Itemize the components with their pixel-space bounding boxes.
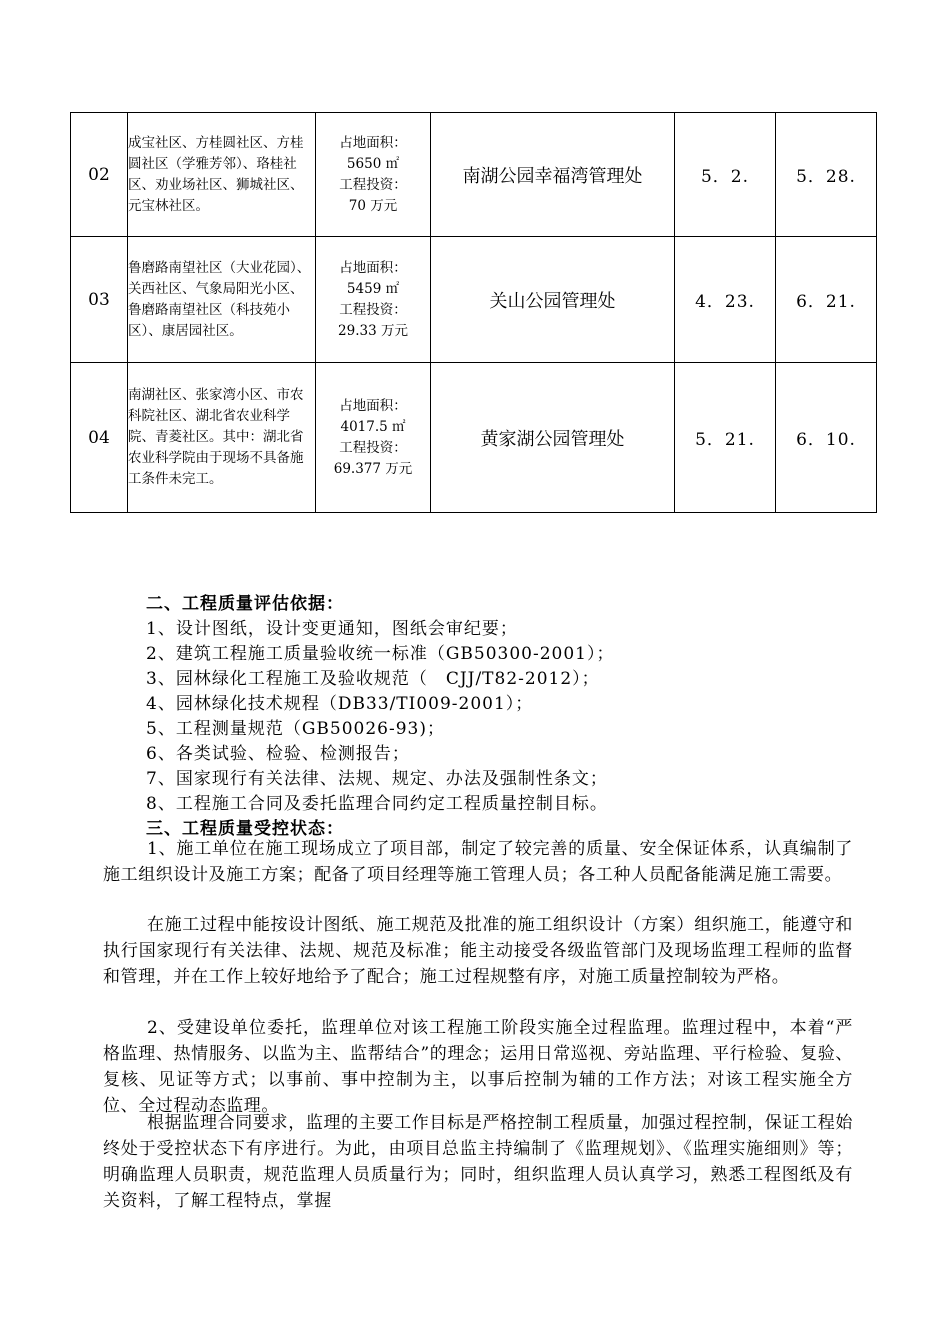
table-row <box>71 113 877 237</box>
community-list: 鲁磨路南望社区（大业花园）、关西社区、气象局阳光小区、鲁磨路南望社区（科技苑小区）、康居园社区。 <box>128 237 316 363</box>
investment-value: 70 万元 <box>348 197 398 214</box>
table-row <box>71 363 877 513</box>
land-area-value: 4017.5 ㎡ <box>340 418 406 435</box>
start-date: 4．23. <box>675 237 776 363</box>
project-stats: 占地面积： 5650 ㎡ 工程投资： 70 万元 <box>316 113 431 237</box>
project-stats: 占地面积： 4017.5 ㎡ 工程投资： 69.377 万元 <box>316 363 431 513</box>
row-number: 02 <box>71 113 128 237</box>
basis-item: 3、园林绿化工程施工及验收规范（ CJJ/T82-2012）； <box>146 669 600 689</box>
section-2-title: 二、工程质量评估依据： <box>146 594 344 614</box>
basis-item: 6、各类试验、检验、检测报告； <box>146 744 410 764</box>
paragraph: 根据监理合同要求，监理的主要工作目标是严格控制工程质量，加强过程控制，保证工程始终处于受控状态下有序进行。为此，由项目总监主持编制了《监理规划》、《监理实施细则》等；明确监理人员职责，规范监理人员质量行为；同时，组织监理人员认真学习，熟悉工程图纸及有关资料，了解工程特点，掌握 <box>103 1113 853 1211</box>
start-date: 5．21. <box>675 363 776 513</box>
basis-item: 2、建筑工程施工质量验收统一标准（GB50300-2001）； <box>146 644 615 664</box>
land-area-value: 5459 ㎡ <box>346 280 400 297</box>
basis-item: 4、园林绿化技术规程（DB33/TI009-2001）； <box>146 694 534 714</box>
community-list: 成宝社区、方桂圆社区、方桂圆社区（学雅芳邻）、珞桂社区、劝业场社区、狮城社区、元宝林社区。 <box>128 113 316 237</box>
community-list: 南湖社区、张家湾小区、市农科院社区、湖北省农业科学院、青菱社区。其中：湖北省农业科学院由于现场不具备施工条件未完工。 <box>128 363 316 513</box>
project-table <box>70 112 877 513</box>
row-number: 03 <box>71 237 128 363</box>
investment-value: 69.377 万元 <box>333 460 413 477</box>
basis-item: 1、设计图纸，设计变更通知，图纸会审纪要； <box>146 619 518 639</box>
row-number: 04 <box>71 363 128 513</box>
basis-item: 8、工程施工合同及委托监理合同约定工程质量控制目标。 <box>146 794 608 814</box>
investment-value: 29.33 万元 <box>338 322 408 339</box>
paragraph: 2、受建设单位委托，监理单位对该工程施工阶段实施全过程监理。监理过程中，本着“严格监理、热情服务、以监为主、监帮结合”的理念；运用日常巡视、旁站监理、平行检验、复验、复核、见证等方式；以事前、事中控制为主，以事后控制为辅的工作方法；对该工程实施全方位、全过程动态监理。 <box>103 1018 853 1116</box>
paragraph: 在施工过程中能按设计图纸、施工规范及批准的施工组织设计（方案）组织施工，能遵守和执行国家现行有关法律、法规、规范及标准；能主动接受各级监管部门及现场监理工程师的监督和管理，并在工作上较好地给予了配合；施工过程规整有序，对施工质量控制较为严格。 <box>103 915 853 987</box>
management-unit: 黄家湖公园管理处 <box>431 363 675 513</box>
end-date: 6．21. <box>776 237 877 363</box>
basis-item: 7、国家现行有关法律、法规、规定、办法及强制性条文； <box>146 769 608 789</box>
management-unit: 关山公园管理处 <box>431 237 675 363</box>
basis-item: 5、工程测量规范（GB50026-93)； <box>146 719 445 739</box>
end-date: 6．10. <box>776 363 877 513</box>
end-date: 5．28. <box>776 113 877 237</box>
section-3-title: 三、工程质量受控状态： <box>146 819 344 839</box>
table-row <box>71 237 877 363</box>
paragraph: 1、施工单位在施工现场成立了项目部，制定了较完善的质量、安全保证体系，认真编制了施工组织设计及施工方案；配备了项目经理等施工管理人员；各工种人员配备能满足施工需要。 <box>103 839 853 885</box>
project-stats: 占地面积： 5459 ㎡ 工程投资： 29.33 万元 <box>316 237 431 363</box>
land-area-value: 5650 ㎡ <box>346 155 400 172</box>
start-date: 5．2. <box>675 113 776 237</box>
management-unit: 南湖公园幸福湾管理处 <box>431 113 675 237</box>
